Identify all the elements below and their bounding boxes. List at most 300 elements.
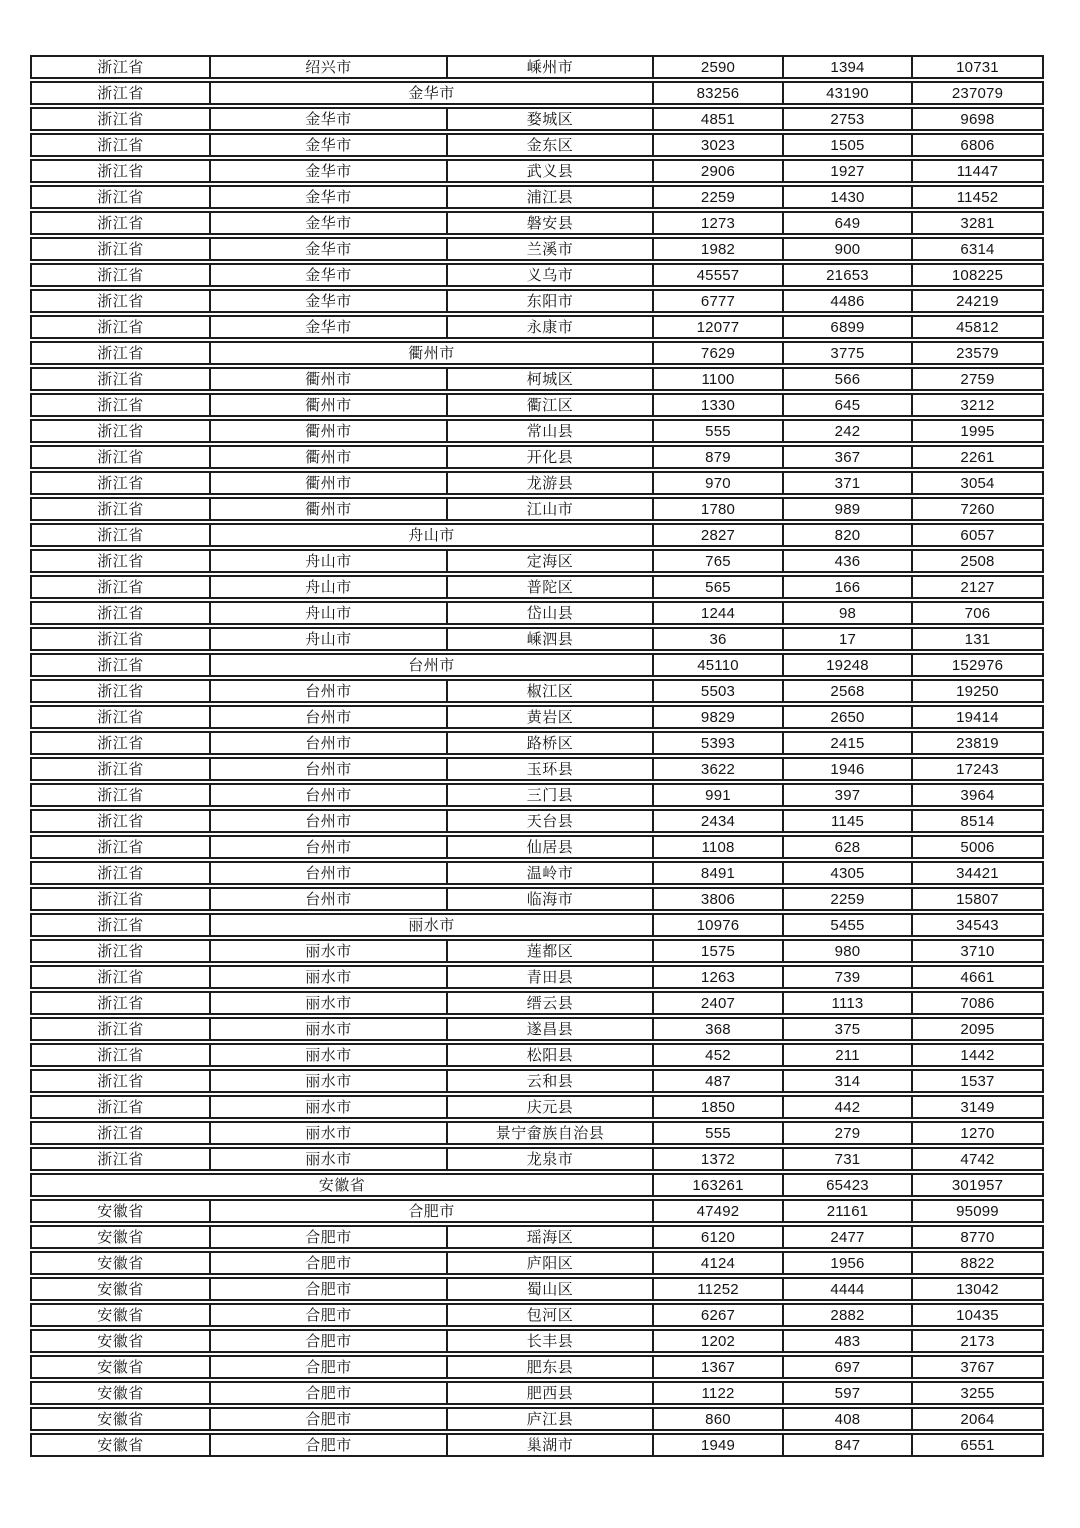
value2-cell: 279: [784, 1123, 913, 1143]
city-cell: 合肥市: [211, 1253, 448, 1273]
value3-cell: 3149: [960, 1098, 995, 1116]
value1-cell: 555: [654, 421, 784, 441]
value3-cell: 5006: [960, 838, 995, 856]
city-cell: 金华市: [211, 265, 448, 285]
district-cell: 定海区: [448, 551, 654, 571]
value3-cell: 4661: [960, 968, 995, 986]
value3-cell: 34543: [956, 916, 999, 934]
province-cell: 浙江省: [32, 473, 211, 493]
value2-cell: 4486: [784, 291, 913, 311]
value3-cell: 8822: [960, 1254, 995, 1272]
value3-cell: 6314: [960, 240, 995, 258]
value1-cell: 36: [654, 629, 784, 649]
table-row: [30, 913, 1044, 937]
value3-cell: 152976: [951, 656, 1004, 674]
district-cell: 磐安县: [448, 213, 654, 233]
value1-cell: 1202: [654, 1331, 784, 1351]
value2-cell: 367: [784, 447, 913, 467]
city-cell: 金华市: [211, 109, 448, 129]
value1-cell: 1263: [654, 967, 784, 987]
city-cell: 丽水市: [211, 915, 654, 935]
value2-cell: 5455: [784, 915, 913, 935]
value3-cell: 8514: [960, 812, 995, 830]
value3-cell: 301957: [951, 1176, 1004, 1194]
value2-cell: 17: [784, 629, 913, 649]
city-cell: 合肥市: [211, 1305, 448, 1325]
table-row: [30, 783, 1044, 807]
value3-cell: 6806: [960, 136, 995, 154]
value3-cell: 1270: [960, 1124, 995, 1142]
table-row: [30, 159, 1044, 183]
value2-cell: 649: [784, 213, 913, 233]
table-row: [30, 341, 1044, 365]
district-cell: 巢湖市: [448, 1435, 654, 1455]
city-cell: 丽水市: [211, 1045, 448, 1065]
district-cell: 岱山县: [448, 603, 654, 623]
value2-cell: 731: [784, 1149, 913, 1169]
district-cell: 常山县: [448, 421, 654, 441]
district-cell: 玉环县: [448, 759, 654, 779]
value3-cell: 2095: [960, 1020, 995, 1038]
value1-cell: 2434: [654, 811, 784, 831]
city-cell: 台州市: [211, 811, 448, 831]
province-cell: 浙江省: [32, 785, 211, 805]
value2-cell: 597: [784, 1383, 913, 1403]
province-cell: 浙江省: [32, 915, 211, 935]
value2-cell: 1113: [784, 993, 913, 1013]
city-cell: 衢州市: [211, 421, 448, 441]
district-cell: 金东区: [448, 135, 654, 155]
value3-cell: 108225: [951, 266, 1004, 284]
province-cell: 浙江省: [32, 603, 211, 623]
value1-cell: 555: [654, 1123, 784, 1143]
value1-cell: 163261: [654, 1175, 784, 1195]
city-cell: 金华市: [211, 83, 654, 103]
province-cell: 浙江省: [32, 629, 211, 649]
district-cell: 蜀山区: [448, 1279, 654, 1299]
district-cell: 松阳县: [448, 1045, 654, 1065]
city-cell: 衢州市: [211, 369, 448, 389]
value1-cell: 2827: [654, 525, 784, 545]
district-cell: 龙游县: [448, 473, 654, 493]
table-row: [30, 1147, 1044, 1171]
province-cell: 浙江省: [32, 161, 211, 181]
city-cell: 丽水市: [211, 967, 448, 987]
value2-cell: 628: [784, 837, 913, 857]
value2-cell: 1946: [784, 759, 913, 779]
province-cell: 安徽省: [32, 1227, 211, 1247]
value3-cell: 3767: [960, 1358, 995, 1376]
value2-cell: 166: [784, 577, 913, 597]
value3-cell: 3281: [960, 214, 995, 232]
table-row: [30, 1173, 1044, 1197]
value3-cell: 2759: [960, 370, 995, 388]
province-cell: 安徽省: [32, 1201, 211, 1221]
value3-cell: 24219: [956, 292, 999, 310]
province-cell: 浙江省: [32, 759, 211, 779]
province-cell: 浙江省: [32, 655, 211, 675]
province-cell: 安徽省: [32, 1279, 211, 1299]
city-cell: 衢州市: [211, 499, 448, 519]
table-row: [30, 185, 1044, 209]
table-row: [30, 1017, 1044, 1041]
province-cell: 安徽省: [32, 1253, 211, 1273]
province-cell: 浙江省: [32, 369, 211, 389]
value2-cell: 739: [784, 967, 913, 987]
value3-cell: 1995: [960, 422, 995, 440]
value1-cell: 2590: [654, 57, 784, 77]
province-cell: 浙江省: [32, 967, 211, 987]
city-cell: 舟山市: [211, 577, 448, 597]
province-cell: 安徽省: [32, 1435, 211, 1455]
province-cell: 浙江省: [32, 265, 211, 285]
value1-cell: 3622: [654, 759, 784, 779]
value3-cell: 2508: [960, 552, 995, 570]
value3-cell: 3255: [960, 1384, 995, 1402]
value2-cell: 1430: [784, 187, 913, 207]
city-cell: 金华市: [211, 213, 448, 233]
value1-cell: 879: [654, 447, 784, 467]
table-row: [30, 991, 1044, 1015]
table-row: [30, 679, 1044, 703]
value1-cell: 8491: [654, 863, 784, 883]
table-row: [30, 289, 1044, 313]
table-row: [30, 1043, 1044, 1067]
value1-cell: 5503: [654, 681, 784, 701]
value3-cell: 7260: [960, 500, 995, 518]
district-cell: 庐江县: [448, 1409, 654, 1429]
value2-cell: 1505: [784, 135, 913, 155]
value1-cell: 12077: [654, 317, 784, 337]
province-cell: 浙江省: [32, 109, 211, 129]
city-cell: 丽水市: [211, 993, 448, 1013]
value1-cell: 1372: [654, 1149, 784, 1169]
district-cell: 庆元县: [448, 1097, 654, 1117]
value3-cell: 4742: [960, 1150, 995, 1168]
province-cell: 浙江省: [32, 83, 211, 103]
district-cell: 三门县: [448, 785, 654, 805]
province-cell: 安徽省: [32, 1331, 211, 1351]
province-cell: 浙江省: [32, 499, 211, 519]
city-cell: 衢州市: [211, 395, 448, 415]
city-cell: 丽水市: [211, 1149, 448, 1169]
value1-cell: 1100: [654, 369, 784, 389]
value1-cell: 1244: [654, 603, 784, 623]
province-cell: 浙江省: [32, 317, 211, 337]
province-cell: 浙江省: [32, 993, 211, 1013]
value3-cell: 131: [964, 630, 991, 648]
city-cell: 衢州市: [211, 343, 654, 363]
value2-cell: 3775: [784, 343, 913, 363]
city-cell: 衢州市: [211, 447, 448, 467]
district-cell: 婺城区: [448, 109, 654, 129]
city-cell: 台州市: [211, 837, 448, 857]
province-cell: 浙江省: [32, 1045, 211, 1065]
table-row: [30, 315, 1044, 339]
city-cell: 台州市: [211, 681, 448, 701]
value1-cell: 6120: [654, 1227, 784, 1247]
province-cell: 浙江省: [32, 941, 211, 961]
value2-cell: 242: [784, 421, 913, 441]
value3-cell: 6551: [960, 1436, 995, 1454]
city-cell: 舟山市: [211, 629, 448, 649]
province-cell: 安徽省: [32, 1175, 654, 1195]
table-row: [30, 1121, 1044, 1145]
value2-cell: 21161: [784, 1201, 913, 1221]
city-cell: 绍兴市: [211, 57, 448, 77]
table-row: [30, 497, 1044, 521]
district-cell: 遂昌县: [448, 1019, 654, 1039]
table-row: [30, 393, 1044, 417]
province-cell: 浙江省: [32, 1149, 211, 1169]
value1-cell: 1273: [654, 213, 784, 233]
value1-cell: 83256: [654, 83, 784, 103]
table-row: [30, 1355, 1044, 1379]
value2-cell: 6899: [784, 317, 913, 337]
value3-cell: 10435: [956, 1306, 999, 1324]
table-row: [30, 1433, 1044, 1457]
city-cell: 合肥市: [211, 1227, 448, 1247]
value1-cell: 970: [654, 473, 784, 493]
value1-cell: 1780: [654, 499, 784, 519]
province-cell: 浙江省: [32, 707, 211, 727]
table-row: [30, 445, 1044, 469]
district-cell: 长丰县: [448, 1331, 654, 1351]
value1-cell: 11252: [654, 1279, 784, 1299]
value3-cell: 17243: [956, 760, 999, 778]
value2-cell: 820: [784, 525, 913, 545]
city-cell: 金华市: [211, 161, 448, 181]
table-row: [30, 887, 1044, 911]
value1-cell: 452: [654, 1045, 784, 1065]
value3-cell: 2127: [960, 578, 995, 596]
table-row: [30, 965, 1044, 989]
value3-cell: 3710: [960, 942, 995, 960]
value2-cell: 900: [784, 239, 913, 259]
province-cell: 浙江省: [32, 135, 211, 155]
province-cell: 浙江省: [32, 525, 211, 545]
value1-cell: 9829: [654, 707, 784, 727]
value2-cell: 65423: [784, 1175, 913, 1195]
value1-cell: 47492: [654, 1201, 784, 1221]
district-cell: 武义县: [448, 161, 654, 181]
table-row: [30, 653, 1044, 677]
value2-cell: 2415: [784, 733, 913, 753]
value3-cell: 23579: [956, 344, 999, 362]
district-cell: 义乌市: [448, 265, 654, 285]
province-cell: 浙江省: [32, 57, 211, 77]
city-cell: 台州市: [211, 655, 654, 675]
value3-cell: 45812: [956, 318, 999, 336]
value2-cell: 1927: [784, 161, 913, 181]
value1-cell: 5393: [654, 733, 784, 753]
value2-cell: 2477: [784, 1227, 913, 1247]
table-row: [30, 367, 1044, 391]
province-cell: 浙江省: [32, 1097, 211, 1117]
table-row: [30, 1069, 1044, 1093]
district-cell: 仙居县: [448, 837, 654, 857]
value3-cell: 2064: [960, 1410, 995, 1428]
district-cell: 天台县: [448, 811, 654, 831]
table-row: [30, 237, 1044, 261]
value3-cell: 11447: [956, 162, 999, 180]
value3-cell: 3054: [960, 474, 995, 492]
city-cell: 合肥市: [211, 1383, 448, 1403]
city-cell: 舟山市: [211, 525, 654, 545]
value2-cell: 371: [784, 473, 913, 493]
province-cell: 浙江省: [32, 239, 211, 259]
province-cell: 浙江省: [32, 213, 211, 233]
value3-cell: 23819: [956, 734, 999, 752]
district-cell: 青田县: [448, 967, 654, 987]
value1-cell: 1850: [654, 1097, 784, 1117]
province-cell: 浙江省: [32, 447, 211, 467]
value3-cell: 95099: [956, 1202, 999, 1220]
value1-cell: 1108: [654, 837, 784, 857]
district-cell: 嵊州市: [448, 57, 654, 77]
value2-cell: 211: [784, 1045, 913, 1065]
table-row: [30, 1095, 1044, 1119]
value1-cell: 45110: [654, 655, 784, 675]
value2-cell: 375: [784, 1019, 913, 1039]
city-cell: 台州市: [211, 889, 448, 909]
value3-cell: 2261: [960, 448, 995, 466]
city-cell: 丽水市: [211, 1097, 448, 1117]
table-row: [30, 1277, 1044, 1301]
table-row: [30, 835, 1044, 859]
value2-cell: 21653: [784, 265, 913, 285]
value3-cell: 6057: [960, 526, 995, 544]
value2-cell: 314: [784, 1071, 913, 1091]
table-row: [30, 1251, 1044, 1275]
value2-cell: 2259: [784, 889, 913, 909]
province-cell: 浙江省: [32, 1019, 211, 1039]
city-cell: 台州市: [211, 759, 448, 779]
value2-cell: 989: [784, 499, 913, 519]
district-cell: 普陀区: [448, 577, 654, 597]
value2-cell: 1145: [784, 811, 913, 831]
province-cell: 浙江省: [32, 811, 211, 831]
city-cell: 衢州市: [211, 473, 448, 493]
table-row: [30, 939, 1044, 963]
province-cell: 浙江省: [32, 551, 211, 571]
value3-cell: 9698: [960, 110, 995, 128]
city-cell: 台州市: [211, 733, 448, 753]
value2-cell: 4444: [784, 1279, 913, 1299]
city-cell: 台州市: [211, 863, 448, 883]
value1-cell: 6267: [654, 1305, 784, 1325]
district-cell: 永康市: [448, 317, 654, 337]
value1-cell: 487: [654, 1071, 784, 1091]
table-row: [30, 81, 1044, 105]
city-cell: 台州市: [211, 707, 448, 727]
value2-cell: 645: [784, 395, 913, 415]
province-cell: 浙江省: [32, 837, 211, 857]
value1-cell: 1122: [654, 1383, 784, 1403]
value3-cell: 1537: [960, 1072, 995, 1090]
value1-cell: 1330: [654, 395, 784, 415]
province-cell: 浙江省: [32, 863, 211, 883]
district-cell: 东阳市: [448, 291, 654, 311]
value3-cell: 1442: [960, 1046, 995, 1064]
district-cell: 临海市: [448, 889, 654, 909]
district-cell: 黄岩区: [448, 707, 654, 727]
district-cell: 缙云县: [448, 993, 654, 1013]
city-cell: 金华市: [211, 239, 448, 259]
value3-cell: 237079: [951, 84, 1004, 102]
value1-cell: 860: [654, 1409, 784, 1429]
district-cell: 椒江区: [448, 681, 654, 701]
district-cell: 肥西县: [448, 1383, 654, 1403]
city-cell: 合肥市: [211, 1435, 448, 1455]
value2-cell: 43190: [784, 83, 913, 103]
value2-cell: 436: [784, 551, 913, 571]
province-cell: 浙江省: [32, 421, 211, 441]
district-cell: 浦江县: [448, 187, 654, 207]
value2-cell: 397: [784, 785, 913, 805]
value3-cell: 2173: [960, 1332, 995, 1350]
table-row: [30, 627, 1044, 651]
province-cell: 浙江省: [32, 889, 211, 909]
city-cell: 金华市: [211, 291, 448, 311]
value2-cell: 1956: [784, 1253, 913, 1273]
value1-cell: 7629: [654, 343, 784, 363]
value1-cell: 765: [654, 551, 784, 571]
table-row: [30, 419, 1044, 443]
value3-cell: 3212: [960, 396, 995, 414]
value3-cell: 7086: [960, 994, 995, 1012]
value2-cell: 566: [784, 369, 913, 389]
city-cell: 合肥市: [211, 1201, 654, 1221]
table-row: [30, 1225, 1044, 1249]
city-cell: 丽水市: [211, 1123, 448, 1143]
value1-cell: 1949: [654, 1435, 784, 1455]
district-cell: 温岭市: [448, 863, 654, 883]
district-cell: 云和县: [448, 1071, 654, 1091]
value2-cell: 19248: [784, 655, 913, 675]
province-cell: 安徽省: [32, 1305, 211, 1325]
value2-cell: 442: [784, 1097, 913, 1117]
table-row: [30, 55, 1044, 79]
province-cell: 浙江省: [32, 187, 211, 207]
province-cell: 浙江省: [32, 1123, 211, 1143]
value1-cell: 45557: [654, 265, 784, 285]
city-cell: 舟山市: [211, 603, 448, 623]
value2-cell: 2650: [784, 707, 913, 727]
value2-cell: 408: [784, 1409, 913, 1429]
region-stats-table: [30, 55, 1044, 1459]
district-cell: 龙泉市: [448, 1149, 654, 1169]
table-row: [30, 601, 1044, 625]
value1-cell: 368: [654, 1019, 784, 1039]
table-row: [30, 211, 1044, 235]
district-cell: 嵊泗县: [448, 629, 654, 649]
city-cell: 丽水市: [211, 1071, 448, 1091]
district-cell: 莲都区: [448, 941, 654, 961]
value3-cell: 3964: [960, 786, 995, 804]
value3-cell: 15807: [956, 890, 999, 908]
value2-cell: 483: [784, 1331, 913, 1351]
city-cell: 台州市: [211, 785, 448, 805]
district-cell: 兰溪市: [448, 239, 654, 259]
table-row: [30, 107, 1044, 131]
city-cell: 合肥市: [211, 1357, 448, 1377]
table-row: [30, 471, 1044, 495]
province-cell: 浙江省: [32, 681, 211, 701]
table-row: [30, 1303, 1044, 1327]
value2-cell: 2753: [784, 109, 913, 129]
value3-cell: 11452: [956, 188, 999, 206]
